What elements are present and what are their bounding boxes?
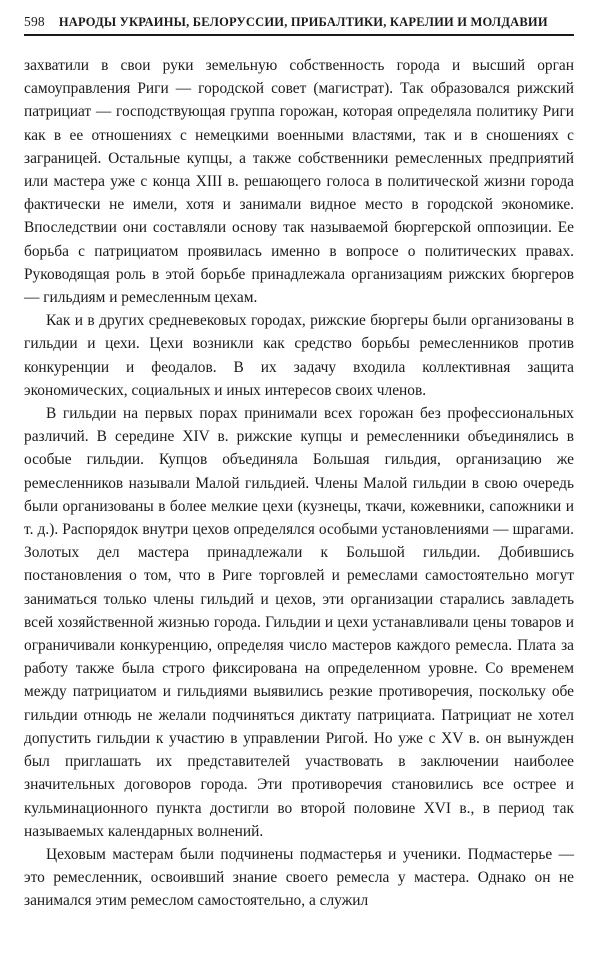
page-number: 598 (24, 14, 45, 29)
page-header (24, 14, 574, 36)
running-title: НАРОДЫ УКРАИНЫ, БЕЛОРУССИИ, ПРИБАЛТИКИ, КАРЕЛИИ И МОЛДАВИИ (58, 15, 548, 29)
paragraph: захватили в свои руки земельную собственность города и высший орган самоуправления Риги — городской совет (магистрат). Так образовался рижский патрициат — господствующая группа горожан, которая определяла политику Риги как в ее отношениях с немецкими военными властями, так и в сношениях с заграницей. Остальные купцы, а также собственники ремесленных предприятий или мастера уже с конца XIII в. решающего голоса в политической жизни города фактически не имели, хотя и занимали видное место в городской экономике. Впоследствии они составляли основу так называемой бюргерской оппозиции. Ее борьба с патрициатом проявилась именно в вопросе о политических правах. Руководящая роль в этой борьбе принадлежала организациям рижских бюргеров — гильдиям и ремесленным цехам. (24, 57, 574, 307)
body-text (24, 54, 574, 913)
document-page (24, 14, 574, 913)
paragraph: Цеховым мастерам были подчинены подмастерья и ученики. Подмастерье — это ремесленник, освоивший знание своего ремесла у мастера. Однако он не занимался этим ремеслом самостоятельно, а служил (24, 845, 574, 910)
paragraph: Как и в других средневековых городах, рижские бюргеры были организованы в гильдии и цехи. Цехи возникли как средство борьбы ремесленников против конкуренции и феодалов. В их задачу входила коллективная защита экономических, социальных и иных интересов своих членов. (24, 312, 574, 399)
paragraph: В гильдии на первых порах принимали всех горожан без профессиональных различий. В середине XIV в. рижские купцы и ремесленники объединялись в особые гильдии. Купцов объединяла Большая гильдия, организацию же ремесленников называли Малой гильдией. Члены Малой гильдии в свою очередь были организованы в более мелкие цехи (кузнецы, ткачи, кожевники, сапожники и т. д.). Распорядок внутри цехов определялся особыми установлениями — шрагами. Золотых дел мастера принадлежали к Большой гильдии. Добившись постановления о том, что в Риге торговлей и ремеслами самостоятельно могут заниматься только члены гильдий и цехов, эти организации старались завладеть всей хозяйственной жизнью города. Гильдии и цехи устанавливали цены товаров и ограничивали конкуренцию, определяя число мастеров каждого ремесла. Плата за работу также была строго фиксирована на определенном уровне. Со временем между патрициатом и гильдиями выявились резкие противоречия, поскольку обе гильдии отнюдь не желали подчиняться диктату патрициата. Патрициат не хотел допустить гильдии к участию в управлении Ригой. Но уже с XV в. он вынужден был приглашать их представителей участвовать в заключении наиболее значительных договоров города. Эти противоречия становились все острее и кульминационного пункта достигли во второй половине XVI в., в период так называемых календарных волнений. (24, 405, 574, 840)
